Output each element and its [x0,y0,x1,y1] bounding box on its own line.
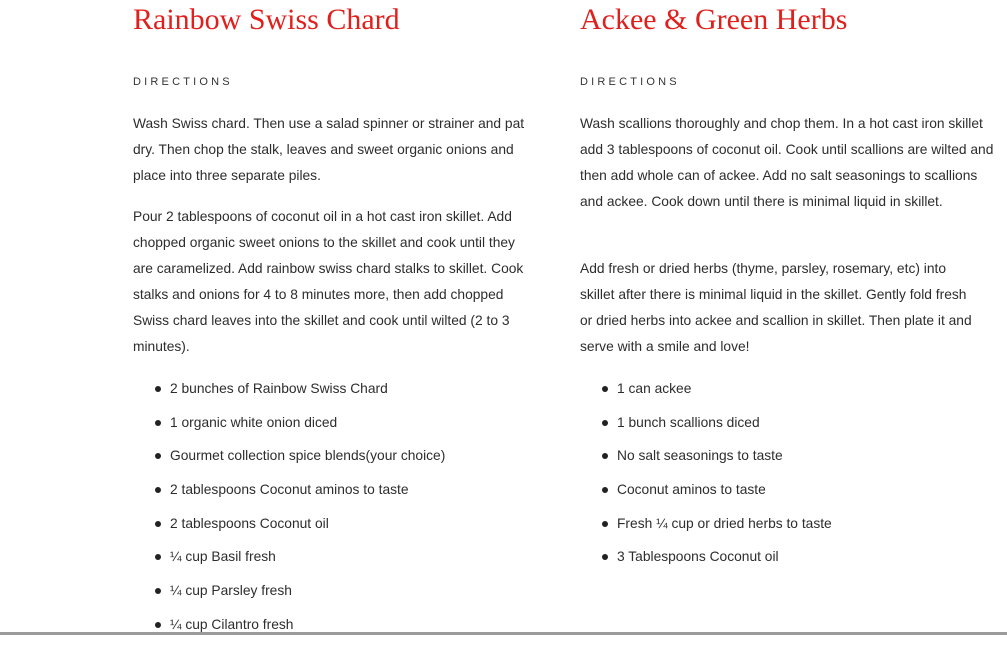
bullet-icon [155,554,161,560]
ingredient-text: 2 bunches of Rainbow Swiss Chard [170,381,388,396]
bullet-icon [602,453,608,459]
recipe-title: Ackee & Green Herbs [580,3,848,36]
ingredient-item [580,479,832,513]
direction-paragraph: Add fresh or dried herbs (thyme, parsley, rosemary, etc) into skillet after there is minimal liquid in the skillet. Gently fold fresh or dried herbs into ackee and scallion in skillet. Then plate it and serve with a smile and love! [580,261,972,354]
direction-paragraph: Wash Swiss chard. Then use a salad spinner or strainer and pat dry. Then chop the stalk, leaves and sweet organic onions and place into three separate piles. [133,116,525,183]
ingredient-text: Coconut aminos to taste [617,482,766,498]
ingredient-text: No salt seasonings to taste [617,448,783,464]
ingredient-text: 1 organic white onion diced [170,414,338,430]
ingredient-text: ¼ cup Basil fresh [170,549,276,565]
ingredient-text: ¼ cup Parsley fresh [170,583,292,599]
ingredient-text: ¼ cup Cilantro fresh [170,616,294,632]
ingredient-text: Fresh ¼ cup or dried herbs to taste [617,515,832,531]
bullet-icon [602,487,608,493]
direction-paragraph: Wash scallions thoroughly and chop them. In a hot cast iron skillet add 3 tablespoons of coconut oil. Cook until scallions are wilted and then add whole can of ackee. Add no salt seasonings to scallions and ackee. Cook down until there is minimal liquid in skillet. [580,116,994,209]
bullet-icon [602,554,608,560]
ingredient-list [580,378,832,580]
bullet-icon [155,622,161,628]
bullet-icon [155,487,161,493]
directions-label: DIRECTIONS [580,76,680,88]
ingredient-text: 2 tablespoons Coconut aminos to taste [170,482,409,498]
ingredient-item [133,445,445,479]
ingredient-item [133,580,445,614]
ingredient-item [580,378,832,412]
direction-paragraph: Pour 2 tablespoons of coconut oil in a hot cast iron skillet. Add chopped organic sweet onions to the skillet and cook until they are caramelized. Add rainbow swiss chard stalks to skillet. Cook stalks and onions for 4 to 8 minutes more, then add chopped Swiss chard leaves into the skillet and cook until wilted (2 to 3 minutes). [133,209,524,354]
bullet-icon [155,521,161,527]
recipe-title: Rainbow Swiss Chard [133,3,400,36]
ingredient-list [133,378,445,648]
bullet-icon [602,521,608,527]
ingredient-item [133,479,445,513]
bullet-icon [602,420,608,426]
ingredient-text: 3 Tablespoons Coconut oil [617,549,779,565]
ingredient-item [133,546,445,580]
ingredient-item [580,513,832,547]
ingredient-item [133,378,445,412]
ingredient-item [580,412,832,446]
ingredient-item [580,546,832,580]
bullet-icon [155,420,161,426]
directions-label: DIRECTIONS [133,76,233,88]
ingredient-item [580,445,832,479]
ingredient-text: Gourmet collection spice blends(your choice) [170,448,446,464]
ingredient-item [133,412,445,446]
ingredient-item [133,513,445,547]
ingredient-text: 1 bunch scallions diced [617,414,760,430]
ingredient-item [133,614,445,648]
ingredient-text: 2 tablespoons Coconut oil [170,515,329,531]
bullet-icon [602,386,608,392]
ingredient-text: 1 can ackee [617,381,692,396]
bullet-icon [155,588,161,594]
bullet-icon [155,453,161,459]
bullet-icon [155,386,161,392]
